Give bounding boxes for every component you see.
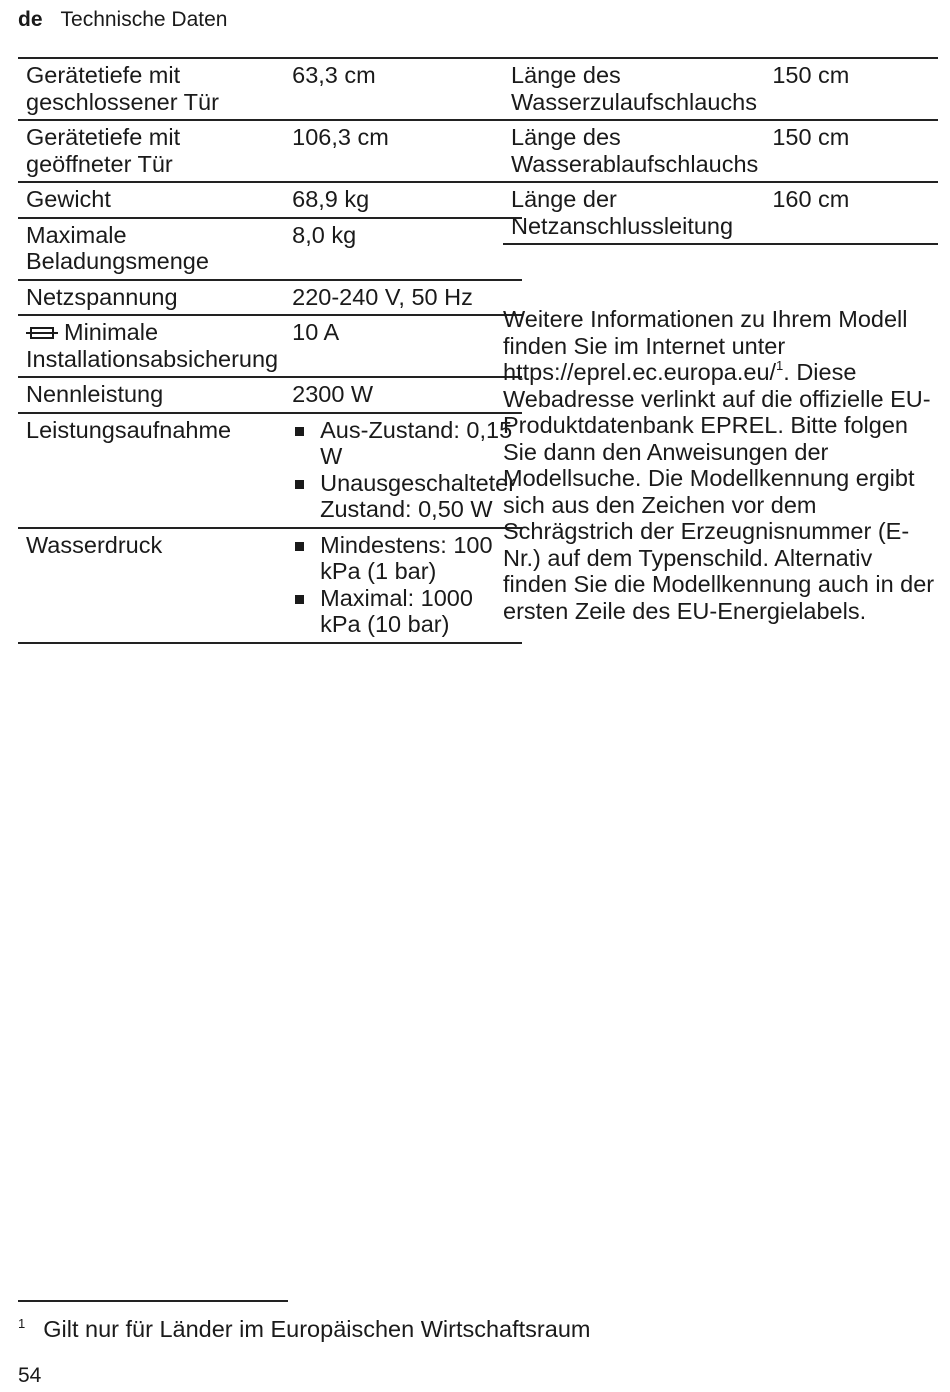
- spec-label: Nennleistung: [18, 377, 284, 413]
- spec-value: 150 cm: [764, 58, 938, 120]
- spec-value-list: [284, 413, 522, 528]
- list-item: Maximal: 1000 kPa (10 bar): [292, 585, 516, 638]
- table-row: [18, 218, 522, 280]
- table-row: [18, 315, 522, 377]
- page-number: 54: [18, 1364, 42, 1387]
- spec-value: 68,9 kg: [284, 182, 522, 218]
- specs-table-left: [18, 57, 522, 644]
- spec-value: 150 cm: [764, 120, 938, 182]
- info-paragraph: [503, 306, 940, 624]
- table-row: [18, 182, 522, 218]
- spec-label: Minimale Installationsabsicherung: [26, 319, 279, 372]
- fuse-icon: [26, 319, 58, 346]
- spec-label: Wasserdruck: [18, 528, 284, 643]
- spec-value: 106,3 cm: [284, 120, 522, 182]
- table-row: [18, 120, 522, 182]
- spec-label: Gerätetiefe mit geöffneter Tür: [18, 120, 284, 182]
- spec-value: 220-240 V, 50 Hz: [284, 280, 522, 316]
- section-title: Technische Daten: [60, 8, 228, 31]
- table-row: [503, 120, 938, 182]
- spec-label: Maximale Beladungsmenge: [18, 218, 284, 280]
- spec-label: Länge des Wasserablaufschlauchs: [503, 120, 764, 182]
- info-text-after-link: . Diese Webadresse verlinkt auf die offizielle EU-Produktdatenbank EPREL. Bitte folgen Sie dann den Anweisungen der Modellsuche. Die Modellkennung ergibt sich aus den Zeichen vor dem Schrägstrich der Erzeugnisnummer (E-Nr.) auf dem Typenschild. Alternativ finden Sie die Modellkennung auch in der ersten Zeile des EU-Energielabels.: [503, 359, 935, 624]
- table-row: [503, 182, 938, 244]
- info-text-before-link: Weitere Informationen zu Ihrem Modell finden Sie im Internet unter https://eprel.ec.europa.eu/: [503, 306, 908, 385]
- spec-value: 160 cm: [764, 182, 938, 244]
- list-item: Mindestens: 100 kPa (1 bar): [292, 532, 516, 585]
- table-row: [18, 528, 522, 643]
- spec-value: 10 A: [284, 315, 522, 377]
- spec-label: Netzspannung: [18, 280, 284, 316]
- spec-value: 8,0 kg: [284, 218, 522, 280]
- bullet-list: [292, 532, 516, 638]
- spec-value: 2300 W: [284, 377, 522, 413]
- spec-label: Gerätetiefe mit geschlossener Tür: [18, 58, 284, 120]
- spec-value: 63,3 cm: [284, 58, 522, 120]
- language-code: de: [18, 8, 43, 31]
- footnote: [18, 1316, 590, 1343]
- table-row: [503, 58, 938, 120]
- footnote-reference: 1: [776, 358, 784, 373]
- spec-label-with-icon: [18, 315, 284, 377]
- spec-value-list: [284, 528, 522, 643]
- footnote-text: Gilt nur für Länder im Europäischen Wirtschaftsraum: [43, 1316, 591, 1342]
- footnote-divider: [18, 1300, 288, 1302]
- spec-label: Leistungsaufnahme: [18, 413, 284, 528]
- table-row: [18, 413, 522, 528]
- specs-table-right: [503, 57, 938, 245]
- list-item: Unausgeschalteter Zustand: 0,50 W: [292, 470, 516, 523]
- table-row: [18, 58, 522, 120]
- list-item: Aus-Zustand: 0,15 W: [292, 417, 516, 470]
- spec-label: Gewicht: [18, 182, 284, 218]
- footnote-number: 1: [18, 1316, 26, 1331]
- table-row: [18, 280, 522, 316]
- spec-label: Länge des Wasserzulaufschlauchs: [503, 58, 764, 120]
- bullet-list: [292, 417, 516, 523]
- page-header: [18, 8, 227, 32]
- table-row: [18, 377, 522, 413]
- spec-label: Länge der Netzanschlussleitung: [503, 182, 764, 244]
